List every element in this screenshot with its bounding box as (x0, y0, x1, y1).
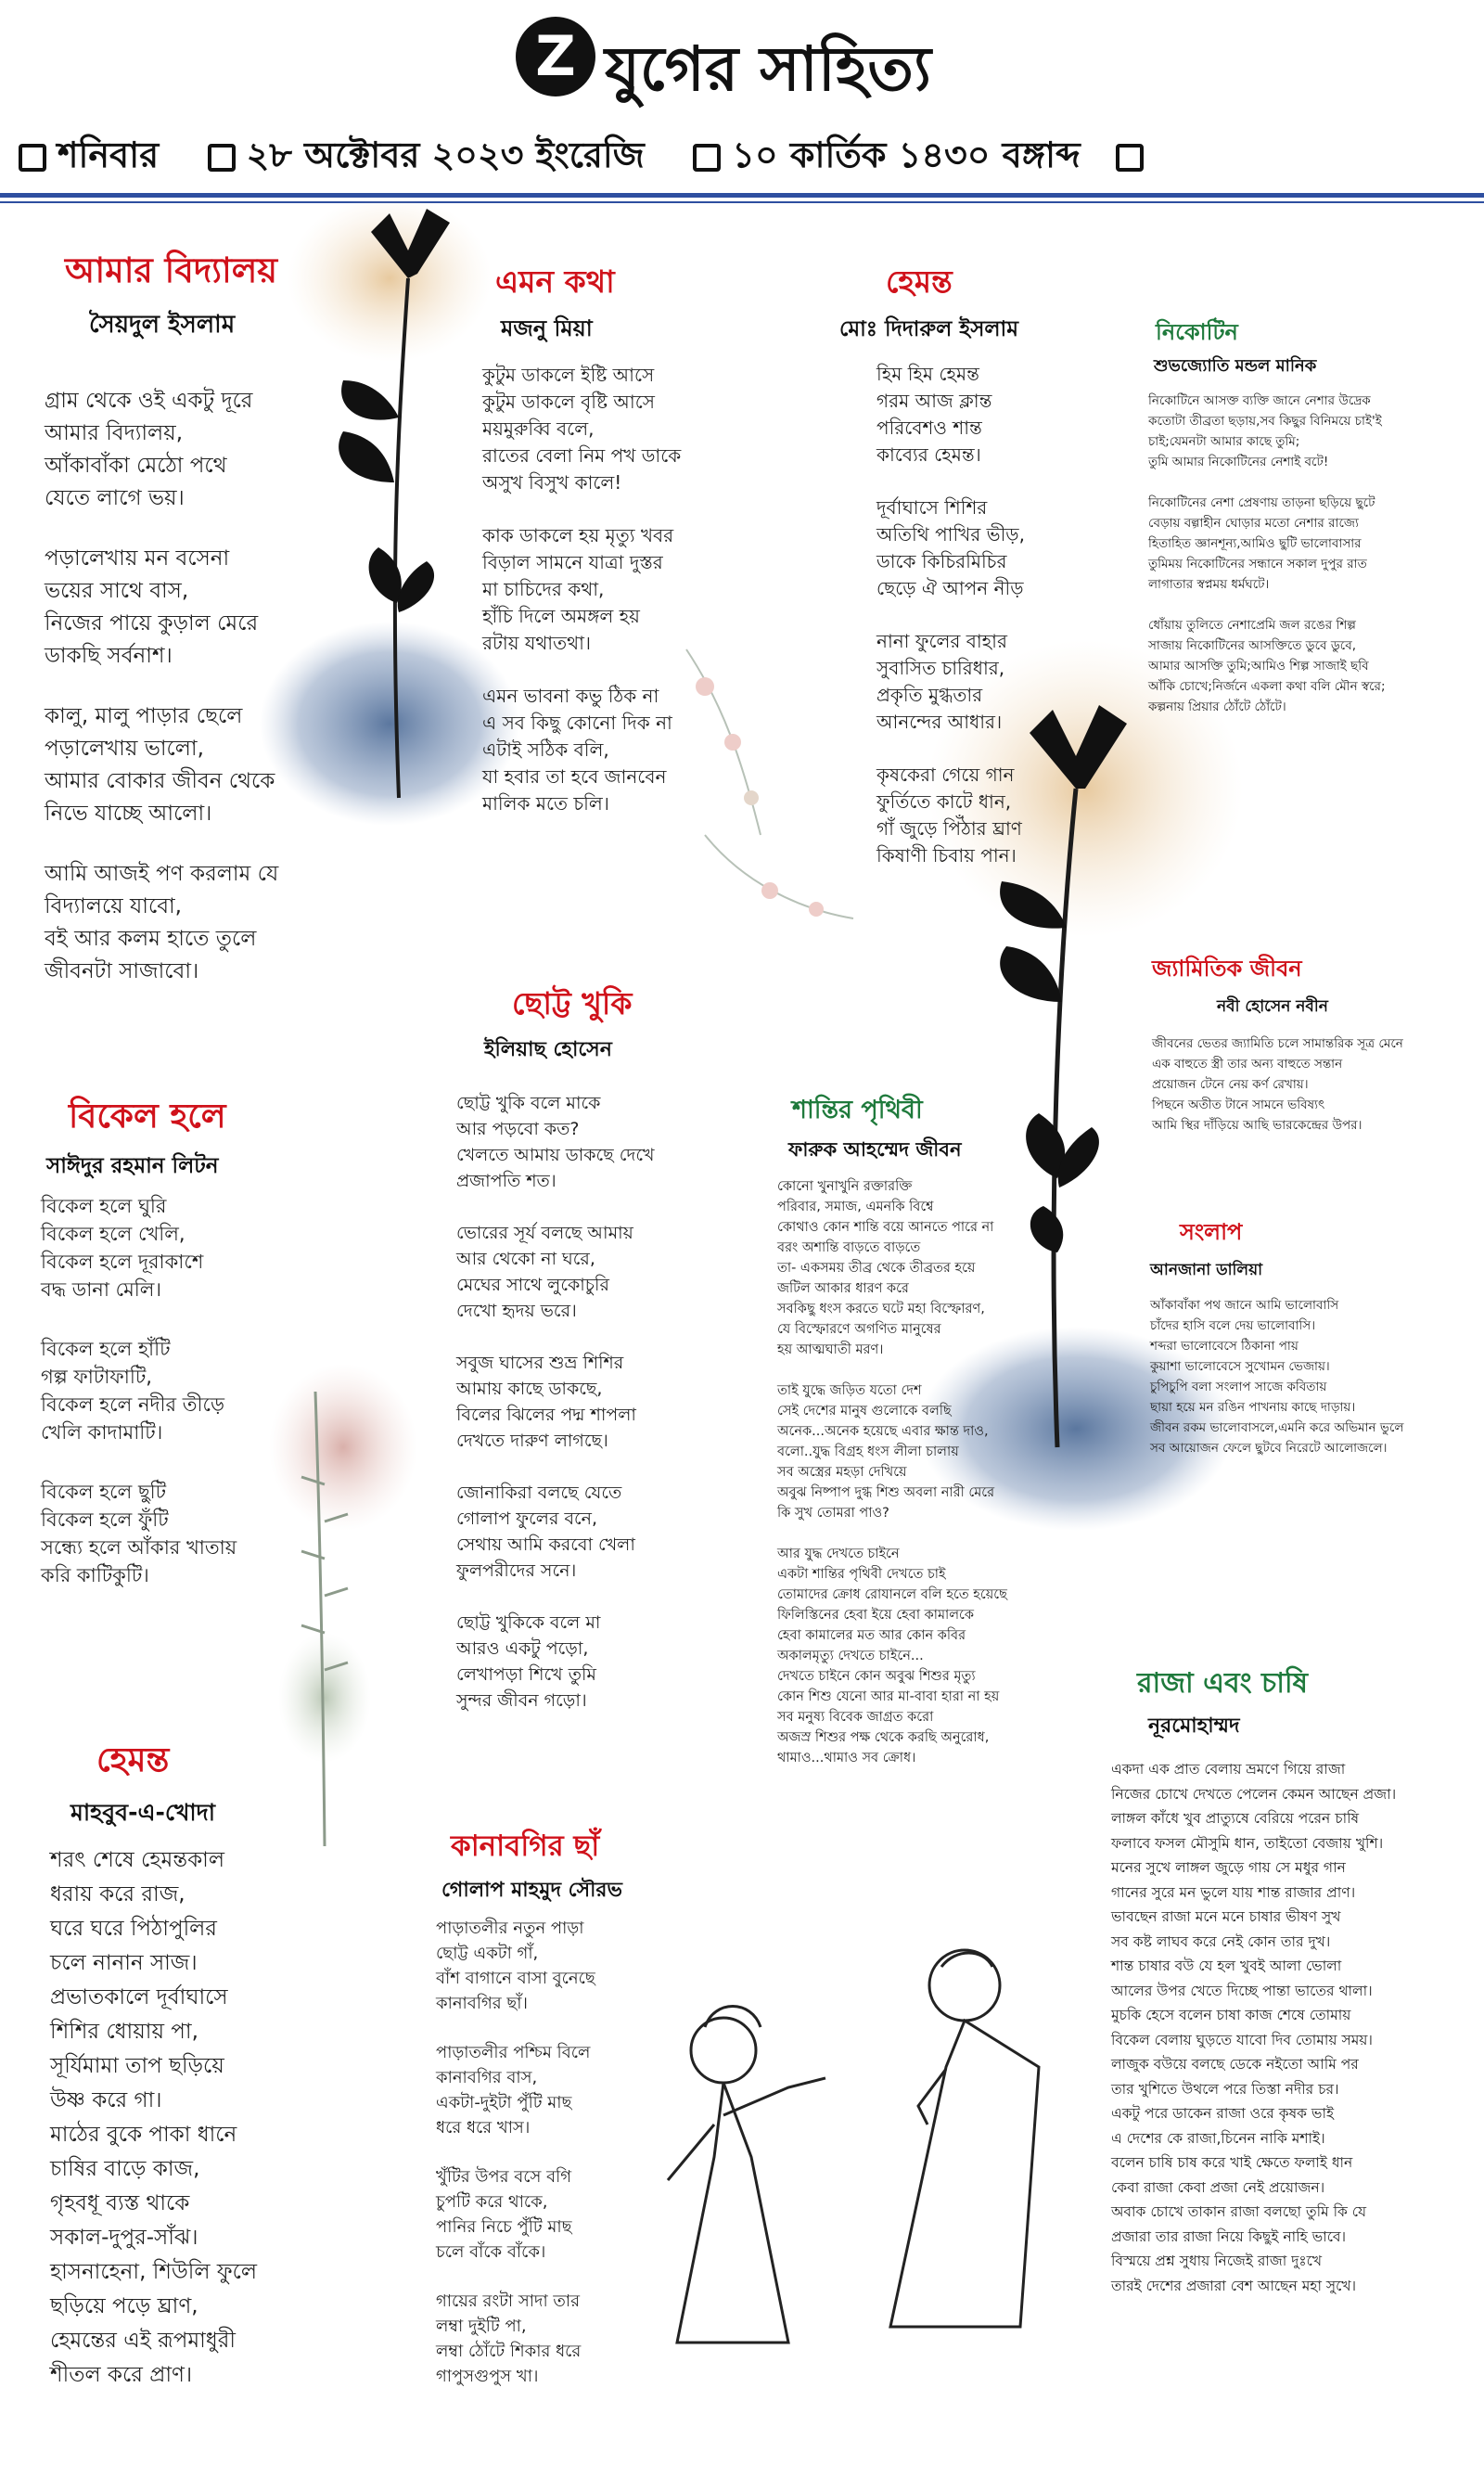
poem-line: গাপুসগুপুস খা। (436, 2367, 539, 2386)
poem-body (41, 1192, 319, 1589)
poem-jamitik-jibon (1152, 952, 1477, 1163)
poem-line: দেখতে দারুণ লাগছে। (456, 1431, 608, 1451)
poem-line: বিকেল হলে দূরাকাশে (41, 1251, 204, 1273)
poem-line: পিছনে অতীত টানে সামনে ভবিষ্যৎ (1152, 1098, 1325, 1112)
poem-title: নিকোটিন (1156, 319, 1238, 345)
poem-line: দেখতে চাইনে কোন অবুঝ শিশুর মৃত্যু (777, 1669, 976, 1684)
poem-line: কাব্যের হেমন্ত। (876, 443, 981, 466)
poem-line: শরৎ শেষে হেমন্তকাল (50, 1848, 224, 1872)
poem-line: অতিথি পাখির ভীড়, (876, 523, 1025, 546)
poem-line: কোন শিশু যেনো আর মা-বাবা হারা না হয় (777, 1689, 1000, 1704)
poem-line: তুমিময় নিকোটিনের সন্ধানে সকাল দুপুর রাত (1148, 557, 1367, 571)
poem-shantir-prithibi (777, 1091, 1111, 1796)
poem-line: বই আর কলম হাতে তুলে (45, 927, 257, 951)
poem-line: বিকেল হলে হাঁটি (41, 1338, 171, 1360)
poem-line: পাড়াতলীর নতুন পাড়া (436, 1919, 584, 1938)
poem-line: লাঙ্গল কাঁধে খুব প্রাত্যুষে বেরিয়ে পরেন চাষি (1111, 1810, 1360, 1827)
poem-line: আঁকাবাঁকা পথ জানে আমি ভালোবাসি (1150, 1298, 1339, 1313)
poem-line: করি কাটিকুটি। (41, 1564, 149, 1586)
poem-line: সব আয়োজন ফেলে ছুটবে নিরেটে আলোজলে। (1150, 1441, 1388, 1456)
poem-line: বিকেল বেলায় ঘুড়তে যাবো দিব তোমায় সময়। (1111, 2031, 1373, 2048)
poem-body (1150, 1295, 1475, 1458)
poem-amar-bidyalay (45, 243, 341, 1016)
poem-line: কুয়াশা ভালোবেসে সুখোমন ভেজায়। (1150, 1359, 1330, 1374)
poem-body (50, 1843, 328, 2393)
stanza (876, 628, 1090, 736)
poem-line: ছোট্ট খুকি বলে মাকে (456, 1093, 601, 1113)
stanza (876, 361, 1090, 469)
poem-line: প্রকৃতি মুগ্ধতার (876, 684, 983, 706)
poem-line: হাঁচি দিলে অমঙ্গল হয় (482, 605, 640, 627)
poem-line: আমি স্থির দাঁড়িয়ে আছি ভারকেন্দ্রের উপর। (1152, 1118, 1362, 1133)
poem-line: দেখো হৃদয় ভরে। (456, 1301, 577, 1321)
poem-author: নবী হোসেন নবীন (1217, 997, 1328, 1016)
poem-line: প্রভাতকালে দূর্বাঘাসে (50, 1985, 228, 2009)
poem-line: তুমি আমার নিকোটিনের নেশাই বটে! (1148, 455, 1329, 469)
poem-line: কল্পনায় প্রিয়ার ঠোঁটে ঠোঁটে। (1148, 700, 1286, 714)
poem-line: মা চাচিদের কথা, (482, 578, 605, 600)
poem-line: কিষাণী চিবায় পান। (876, 844, 1017, 867)
poem-line: খুঁটির উপর বসে বগি (436, 2167, 572, 2187)
poem-line: চুপিচুপি বলা সংলাপ সাজে কবিতায় (1150, 1380, 1327, 1394)
poem-line: ছায়া হয়ে মন রঙিন পাখনায় কাছে দাড়ায়। (1150, 1400, 1356, 1415)
poem-line: চাষির বাড়ে কাজ, (50, 2157, 200, 2181)
poem-line: একদা এক প্রাত বেলায় ভ্রমণে গিয়ে রাজা (1111, 1761, 1346, 1778)
poem-line: সুবাসিত চারিধার, (876, 657, 1005, 679)
poem-line: গ্রাম থেকে ওই একটু দূরে (45, 389, 253, 413)
poem-author: মোঃ দিদারুল ইসলাম (839, 317, 1018, 341)
farmer-couple-illustration (668, 1950, 1039, 2343)
poem-body (1111, 1757, 1478, 2298)
stanza (436, 2289, 714, 2389)
poem-line: গানের সুরে মন ভুলে যায় শান্ত রাজার প্রাণ। (1111, 1883, 1356, 1901)
poem-line: যা হবার তা হবে জানবেন (482, 765, 667, 788)
poem-line: মুচকি হেসে বলেন চাষা কাজ শেষে তোমায় (1111, 2007, 1351, 2023)
poem-line: কোথাও কোন শান্তি বয়ে আনতে পারে না (777, 1220, 994, 1235)
poem-title: হেমন্ত (96, 1741, 170, 1779)
poem-line: হেমন্তের এই রূপমাধুরী (50, 2329, 236, 2353)
poem-line: কোনো খুনাখুনি রক্তারক্তি (777, 1179, 913, 1194)
poem-line: জীবনের ভেতর জ্যামিতি চলে সামান্তরিক সূত্র মেনে (1152, 1036, 1403, 1051)
poem-line: ধোঁয়ায় তুলিতে নেশাপ্রেমি জল রঙের শিল্প (1148, 618, 1356, 633)
poem-line: বিলের ঝিলের পদ্ম শাপলা (456, 1405, 636, 1425)
poem-line: চাঁদের হাসি বলে দেয় ভালোবাসি। (1150, 1318, 1316, 1333)
poem-line: সবকিছু ধংস করতে ঘটে মহা বিস্ফোরণ, (777, 1302, 985, 1316)
stanza (482, 683, 751, 817)
poem-line: সব কষ্ট লাঘব করে নেই কোন তার দুখ। (1111, 1932, 1331, 1950)
stanza (45, 543, 341, 673)
poem-line: অবুঝ নিষ্পাপ দুগ্ধ শিশু অবলা নারী মেরে (777, 1485, 995, 1500)
poem-line: নানা ফুলের বাহার (876, 630, 1007, 652)
poem-line: এমন ভাবনা কভু ঠিক না (482, 685, 659, 707)
stanza (1148, 391, 1473, 472)
poem-line: বিকেল হলে ছুটি (41, 1481, 167, 1503)
poem-kanabogir-chha (436, 1824, 714, 2417)
poem-line: ফিলিস্তিনের হেবা ইয়ে হেবা কামালকে (777, 1608, 975, 1623)
stanza (482, 362, 751, 496)
date-english: ২৮ অক্টোবর ২০২৩ ইংরেজি (246, 135, 645, 175)
poem-line: তোমাদের ক্রোধ রোযানলে বলি হতে হয়েছে (777, 1587, 1007, 1602)
poem-line: গায়ের রংটা সাদা তার (436, 2292, 581, 2311)
poem-line: আঁকি চোখে;নির্জনে একলা কথা বলি মৌন স্বরে; (1148, 679, 1386, 694)
poem-line: অবাক চোখে তাকান রাজা বলছো তুমি কি যে (1111, 2203, 1366, 2220)
poem-hemonto-2 (50, 1735, 328, 2420)
poem-line: সেই দেশের মানুষ গুলোকে বলছি (777, 1404, 952, 1419)
stanza (50, 1843, 328, 2393)
poem-line: মেঘের সাথে লুকোচুরি (456, 1275, 609, 1295)
poem-line: আমার আসক্তি তুমি;আমিও শিল্প সাজাই ছবি (1148, 659, 1369, 674)
poem-line: কি সুখ তোমরা পাও? (777, 1506, 889, 1521)
poem-line: লেখাপড়া শিখে তুমি (456, 1664, 596, 1685)
stanza (436, 2164, 714, 2265)
poem-line: শান্ত চাষার বউ যে হল খুবই আলা ভোলা (1111, 1958, 1342, 1974)
poem-line: খেলি কাদামাটি। (41, 1421, 163, 1444)
poem-line: আমার বিদ্যালয়, (45, 421, 184, 445)
day-label: শনিবার (58, 135, 160, 175)
poem-line: হাসনাহেনা, শিউলি ফুলে (50, 2260, 258, 2284)
stanza (482, 522, 751, 657)
poem-line: মনের সুখে লাঙ্গল জুড়ে গায় সে মধুর গান (1111, 1859, 1346, 1876)
masthead-title: যুগের সাহিত্য (605, 33, 932, 105)
poem-body (456, 1090, 735, 1714)
poem-line: যেতে লাগে ভয়। (45, 486, 185, 510)
poem-line: বাঁশ বাগানে বাসা বুনেছে (436, 1969, 595, 1988)
poem-author: নূরমোহাম্মদ (1148, 1714, 1240, 1738)
poem-line: আর পড়বো কত? (456, 1119, 580, 1139)
poem-line: তারই দেশের প্রজারা বেশ আছেন মহা সুখে। (1111, 2277, 1357, 2294)
poem-line: কালু, মালু পাড়ার ছেলে (45, 704, 243, 728)
logo-letter: Z (535, 24, 576, 89)
poem-line: জটিল আকার ধারণ করে (777, 1281, 909, 1296)
poem-line: আর থেকো না ঘরে, (456, 1249, 595, 1269)
stanza (777, 1544, 1111, 1768)
poem-line: একটু পরে ডাকেন রাজা ওরে কৃষক ভাই (1111, 2105, 1335, 2122)
poem-line: সেথায় আমি করবো খেলা (456, 1534, 635, 1555)
poem-body (436, 1916, 714, 2389)
poem-line: কানাবগির ছাঁ। (436, 1994, 528, 2013)
poem-line: কাক ডাকলে হয় মৃত্যু খবর (482, 524, 674, 546)
poem-line: ফুলপরীদের সনে। (456, 1560, 577, 1581)
poem-line: সকাল-দুপুর-সাঁঝ। (50, 2226, 198, 2250)
poem-bikel-hole (41, 1091, 319, 1617)
poem-line: আঁকাবাঁকা মেঠো পথে (45, 454, 227, 478)
poem-line: কানাবগির বাস, (436, 2068, 538, 2087)
poem-line: নিজের পায়ে কুড়াল মেরে (45, 611, 259, 636)
stanza (876, 762, 1090, 869)
poem-line: ফুর্তিতে কাটে ধান, (876, 790, 1012, 813)
poem-line: লাজুক বউয়ে বলছে ডেকে নইতো আমি পর (1111, 2056, 1359, 2073)
stanza (41, 1335, 319, 1446)
poem-line: অজস্র শিশুর পক্ষ থেকে করছি অনুরোধ, (777, 1730, 990, 1745)
poem-line: দূর্বাঘাসে শিশির (876, 496, 988, 519)
poem-line: কতোটা তীব্রতা ছড়ায়,সব কিছুর বিনিময়ে চাই'ই (1148, 414, 1382, 429)
poem-line: সব অস্ত্রের মহড়া দেখিয়ে (777, 1465, 907, 1480)
poem-line: ঘরে ঘরে পিঠাপুলির (50, 1917, 217, 1941)
poem-line: জীবন রকম ভালোবাসলে,এমনি করে অভিমান ভুলে (1150, 1420, 1404, 1435)
poem-line: লম্বা দুইটি পা, (436, 2317, 527, 2336)
poem-line: অকালমৃত্যু দেখতে চাইনে... (777, 1649, 924, 1663)
poem-author: ফারুক আহম্মেদ জীবন (788, 1138, 962, 1161)
poem-line: ময়মুরুব্বি বলে, (482, 417, 595, 440)
stanza (1111, 1757, 1478, 2298)
poem-line: মাঠের বুকে পাকা ধানে (50, 2123, 237, 2147)
poem-line: আমি আজই পণ করলাম যে (45, 862, 279, 886)
poem-line: আরও একটু পড়ো, (456, 1638, 589, 1659)
poem-line: আমায় কাছে ডাকছে, (456, 1379, 603, 1399)
poem-line: বরং অশান্তি বাড়তে বাড়তে (777, 1240, 921, 1255)
poem-title: শান্তির পৃথিবী (792, 1096, 923, 1124)
poem-line: প্রজারা তার রাজা নিয়ে কিছুই নাহি ভাবে। (1111, 2227, 1347, 2245)
poem-line: বলো..যুদ্ধ বিগ্রহ ধংস লীলা চালায় (777, 1444, 959, 1459)
poem-line: ডাকে কিচিরমিচির (876, 550, 1007, 572)
poem-line: লাগাতার স্বপ্নময় ধর্মঘটে। (1148, 577, 1270, 592)
poem-line: সূর্যিমামা তাপ ছড়িয়ে (50, 2054, 224, 2078)
poem-line: ধরায় করে রাজ, (50, 1882, 186, 1907)
stanza (45, 385, 341, 515)
poem-line: চুপটি করে থাকে, (436, 2192, 548, 2212)
poem-line: কুটুম ডাকলে ইষ্টি আসে (482, 364, 655, 386)
poem-body (45, 385, 341, 988)
poem-line: নিভে যাচ্ছে আলো। (45, 802, 212, 826)
poem-line: নিকোটিনের নেশা প্রেষণায় তাড়না ছড়িয়ে ছুটে (1148, 495, 1375, 510)
stanza (456, 1350, 735, 1454)
poem-chotto-khuki (456, 980, 735, 1741)
poem-line: শীতল করে প্রাণ। (50, 2363, 193, 2387)
poem-line: হিম হিম হেমন্ত (876, 363, 979, 385)
poem-line: আর যুদ্ধ দেখতে চাইনে (777, 1547, 900, 1561)
stanza (456, 1610, 735, 1714)
poem-nicotine (1148, 315, 1473, 745)
poem-line: শিশির ধোয়ায় পা, (50, 2020, 198, 2044)
stanza (1148, 493, 1473, 595)
poem-body (777, 1176, 1111, 1768)
poem-line: এটাই সঠিক বলি, (482, 738, 609, 761)
poem-line: গাঁ জুড়ে পিঁঠার ঘ্রাণ (876, 817, 1022, 840)
stanza (41, 1478, 319, 1589)
poem-line: চলে বাঁকে বাঁকে। (436, 2242, 546, 2262)
poem-line: ছেড়ে ঐ আপন নীড় (876, 577, 1024, 599)
poem-line: ছোট্ট একটা গাঁ, (436, 1944, 539, 1963)
poem-line: পরিবেশও শান্ত (876, 417, 982, 439)
stanza (436, 2040, 714, 2140)
poem-author: মাহবুব-এ-খোদা (70, 1799, 216, 1826)
poem-line: তার খুশিতে উথলে পরে তিস্তা নদীর চর। (1111, 2080, 1339, 2098)
poem-line: প্রয়োজন টেনে নেয় কর্ণ রেখায়। (1152, 1077, 1309, 1092)
poem-line: গৃহবধূ ব্যস্ত থাকে (50, 2191, 190, 2215)
poem-body (1148, 391, 1473, 717)
stanza (876, 494, 1090, 602)
poem-title: এমন কথা (495, 263, 615, 300)
poem-author: সৈয়দুল ইসলাম (89, 311, 236, 339)
date-bengali: ১০ কার্তিক ১৪৩০ বঙ্গাব্দ (732, 135, 1081, 175)
poem-title: বিকেল হলে (69, 1098, 226, 1136)
poem-line: চাই;যেমনটা আমার কাছে তুমি; (1148, 434, 1300, 449)
poem-raja-ebong-chashi (1111, 1661, 1478, 2326)
poem-line: ভোরের সূর্য বলছে আমায় (456, 1223, 633, 1243)
poem-author: মজনু মিয়া (501, 315, 593, 341)
stanza (436, 1916, 714, 2016)
poem-line: বলেন চাষি চাষ করে খাই ক্ষেতে ফলাই ধান (1111, 2154, 1353, 2171)
poem-line: গল্প ফাটাফাটি, (41, 1366, 152, 1388)
poem-title: জ্যামিতিক জীবন (1152, 956, 1302, 982)
poem-line: গরম আজ ক্লান্ত (876, 390, 992, 412)
poem-line: বিকেল হলে খেলি, (41, 1223, 186, 1245)
poem-author: সাঈদুর রহমান লিটন (46, 1154, 219, 1178)
poem-line: এ দেশের কে রাজা,চিনেন নাকি মশাই। (1111, 2129, 1325, 2147)
poem-body (1152, 1034, 1477, 1136)
poem-emon-kotha (482, 258, 751, 845)
poem-line: জোনাকিরা বলছে যেতে (456, 1483, 622, 1503)
poem-hemonto-1 (839, 258, 1090, 897)
poem-line: বিকেল হলে নদীর তীড়ে (41, 1393, 224, 1416)
stanza (456, 1090, 735, 1194)
poem-line: কুটুম ডাকলে বৃষ্টি আসে (482, 391, 655, 413)
poem-line: লম্বা ঠোঁটে শিকার ধরে (436, 2342, 582, 2361)
poem-line: ছড়িয়ে পড়ে ঘ্রাণ, (50, 2294, 198, 2318)
stanza (1152, 1034, 1477, 1136)
poem-title: আমার বিদ্যালয় (65, 250, 278, 290)
poem-line: হেবা কামালের মত আর কোন কবির (777, 1628, 966, 1643)
poem-body (482, 362, 751, 817)
poem-title: হেমন্ত (886, 263, 953, 300)
poem-line: আমার বোকার জীবন থেকে (45, 769, 275, 793)
poem-title: রাজা এবং চাষি (1137, 1667, 1309, 1700)
poem-line: বেড়ায় বল্গাহীন ঘোড়ার মতো নেশার রাজ্যে (1148, 516, 1359, 531)
poem-line: গোলাপ ফুলের বনে, (456, 1509, 598, 1529)
poem-author: আনজানা ডালিয়া (1150, 1261, 1263, 1279)
poem-line: পাড়াতলীর পশ্চিম বিলে (436, 2043, 591, 2062)
poem-line: সুন্দর জীবন গড়ো। (456, 1690, 587, 1711)
poem-line: ছোট্ট খুকিকে বলে মা (456, 1612, 601, 1633)
poem-line: সন্ধ্যে হলে আঁকার খাতায় (41, 1536, 237, 1559)
poem-line: নিকোটিনে আসক্ত ব্যক্তি জানে নেশার উদ্রেক (1148, 393, 1371, 408)
poem-line: একটা-দুইটা পুঁটি মাছ (436, 2093, 572, 2112)
poem-body (876, 361, 1090, 869)
poem-line: তা- একসময় তীব্র থেকে তীব্রতর হয়ে (777, 1261, 976, 1276)
poem-title: সংলাপ (1180, 1219, 1243, 1245)
stanza (1148, 615, 1473, 717)
poem-line: অনেক...অনেক হয়েছে এবার ক্ষান্ত দাও, (777, 1424, 989, 1439)
stanza (777, 1176, 1111, 1360)
poem-line: সাজায় নিকোটিনের আসক্তিতে ডুবে ডুবে, (1148, 638, 1357, 653)
poem-line: পড়ালেখায় মন বসেনা (45, 546, 230, 571)
poem-line: আলের উপর খেতে দিচ্ছে পান্তা ভাতের থালা। (1111, 1982, 1373, 1999)
poem-line: বিকেল হলে ফুঁটি (41, 1509, 169, 1531)
poem-line: নিজের চোখে দেখতে পেলেন কেমন আছেন প্রজা। (1111, 1785, 1397, 1803)
poem-line: তাই যুদ্ধে জড়িত যতো দেশ (777, 1383, 922, 1398)
poem-line: সবুজ ঘাসের শুভ্র শিশির (456, 1353, 624, 1373)
poem-line: মালিক মতে চলি। (482, 792, 609, 815)
poem-line: এ সব কিছু কোনো দিক না (482, 712, 672, 734)
poem-author: গোলাপ মাহমুদ সৌরভ (441, 1879, 622, 1902)
poem-line: শব্দরা ভালোবেসে ঠিকানা পায় (1150, 1339, 1298, 1354)
poem-line: চলে নানান সাজ। (50, 1951, 198, 1975)
poem-line: রাতের বেলা নিম পখ ডাকে (482, 444, 682, 467)
poem-title: কানাবগির ছাঁ (451, 1829, 600, 1863)
poem-line: হয় আত্মঘাতী মরণ। (777, 1342, 884, 1357)
poem-line: বিড়াল সামনে যাত্রা দুস্তর (482, 551, 663, 573)
poem-line: ভাবছেন রাজা মনে মনে চাষার ভীষণ সুখ (1111, 1908, 1341, 1925)
poem-line: হিতাহিত জ্ঞানশূন্য,আমিও ছুটি ভালোবাসার (1148, 536, 1362, 551)
poem-line: উষ্ণ করে গা। (50, 2088, 162, 2112)
stanza (41, 1192, 319, 1303)
poem-line: প্রজাপতি শত। (456, 1171, 556, 1191)
poem-author: ইলিয়াছ হোসেন (484, 1038, 612, 1061)
poem-line: ডাকছি সর্বনাশ। (45, 644, 173, 668)
stanza (1150, 1295, 1475, 1458)
poem-line: বিকেল হলে ঘুরি (41, 1195, 167, 1217)
poem-line: একটা শান্তির পৃথিবী দেখতে চাই (777, 1567, 946, 1582)
poem-line: পানির নিচে পুঁটি মাছ (436, 2217, 572, 2237)
poem-line: খেলতে আমায় ডাকছে দেখে (456, 1145, 655, 1165)
poem-line: বিদ্যালয়ে যাবো, (45, 894, 182, 918)
stanza (456, 1220, 735, 1324)
poem-line: ফলাবে ফসল মৌসুমি ধান, তাইতো বেজায় খুশি। (1111, 1834, 1384, 1852)
poem-line: অসুখ বিসুখ কালে! (482, 471, 622, 494)
poem-line: সব মনুষ্য বিবেক জাগ্রত করো (777, 1710, 934, 1725)
stanza (45, 858, 341, 988)
stanza (456, 1480, 735, 1584)
poem-line: কেবা রাজা কেবা প্রজা নেই প্রয়োজন। (1111, 2178, 1325, 2196)
poem-line: থামাও...থামাও সব ক্রোধ। (777, 1751, 916, 1765)
poem-line: পরিবার, সমাজ, এমনকি বিশ্বে (777, 1200, 934, 1214)
poem-line: কৃষকেরা গেয়ে গান (876, 764, 1015, 786)
poem-line: যে বিস্ফোরণে অগণিত মানুষের (777, 1322, 941, 1337)
poem-songlap (1150, 1215, 1475, 1486)
stanza (777, 1380, 1111, 1523)
poem-author: শুভজ্যোতি মন্ডল মানিক (1154, 356, 1317, 376)
poem-title: ছোট্ট খুকি (512, 985, 633, 1021)
poem-line: জীবনটা সাজাবো। (45, 959, 199, 983)
poem-line: এক বাহুতে স্ত্রী তার অন্য বাহুতে সন্তান (1152, 1057, 1343, 1072)
poem-line: পড়ালেখায় ভালো, (45, 737, 204, 761)
poem-line: বদ্ধ ডানা মেলি। (41, 1278, 161, 1301)
poem-line: ধরে ধরে খাস। (436, 2118, 531, 2138)
poem-line: আনন্দের আধার। (876, 711, 1003, 733)
poem-line: রটায় যথাতথা। (482, 632, 592, 654)
stanza (45, 700, 341, 830)
poem-line: বিস্ময়ে প্রশ্ন সুধায় নিজেই রাজা দুঃখে (1111, 2253, 1323, 2269)
poem-line: ভয়ের সাথে বাস, (45, 579, 189, 603)
